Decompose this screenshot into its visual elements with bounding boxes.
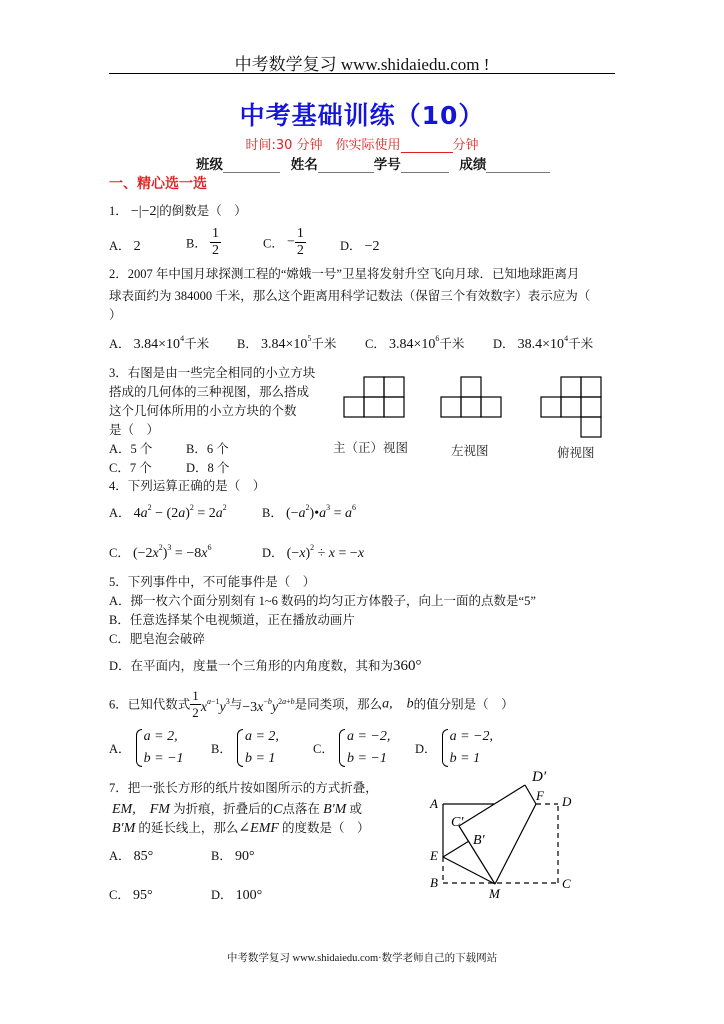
option-label: C． [109, 632, 130, 646]
option-label: B． [186, 236, 207, 251]
section-title: 一、精心选一选 [109, 176, 207, 192]
label-F: F [536, 788, 544, 803]
option-label: B． [211, 849, 232, 863]
option-value: −2 [364, 239, 380, 254]
option-mantissa: 3.84×10 [133, 337, 181, 352]
eq-a: a = −2, [449, 729, 494, 744]
math: B′M [323, 802, 347, 817]
option-label: C． [109, 888, 130, 902]
q1-text: 的倒数是（ ） [159, 204, 247, 218]
label-E: E [430, 848, 438, 863]
option-value: 5 个 [130, 442, 153, 456]
option-label: B． [262, 506, 283, 520]
q3-line-4: 是（ ） [109, 423, 160, 437]
option-value: 2 [133, 239, 141, 254]
unit: 千米 [184, 337, 210, 351]
option-expr: $4a^2 - (2a)^2 = 2a^2$ [133, 503, 227, 521]
math: ∠EMF [238, 821, 279, 836]
text: 的延长线上，那么 [138, 821, 239, 835]
q7-line-1: 7．把一张长方形的纸片按如图所示的方式折叠， [109, 781, 378, 795]
eq-a: a = 2, [143, 729, 178, 744]
q4-text: 4．下列运算正确的是（ ） [109, 479, 266, 493]
option-label: C． [109, 546, 130, 560]
option-label: A． [109, 239, 131, 253]
option-label: C． [313, 742, 334, 756]
text: 或 [349, 802, 362, 816]
text: 的度数是（ ） [282, 821, 370, 835]
q2-line-1: 2．2007 年中国月球探测工程的“嫦娥一号”卫星将发射升空飞向月球．已知地球距离月 [109, 267, 580, 281]
q2-line-3: ） [109, 308, 122, 322]
time-suffix: 分钟 [452, 138, 479, 153]
q6-suffix: 是同类项，那么 [294, 697, 383, 712]
option-value: 在平面内，度量一个三角形的内角度数，其和为 [130, 659, 394, 673]
option-label: C． [263, 236, 284, 251]
text: 点落在 [282, 802, 320, 816]
label-C-prime: C′ [451, 815, 464, 830]
option-label: B． [109, 613, 130, 627]
option-value: 7 个 [129, 461, 152, 475]
denominator: 2 [211, 243, 219, 258]
top-view-caption: 俯视图 [557, 445, 595, 460]
class-label: 班级 [196, 157, 223, 173]
option-label: D． [340, 239, 362, 253]
option-label: D． [186, 461, 208, 475]
time-prefix: 时间:30 分钟 你实际使用 [245, 138, 401, 153]
exponent: 4 [564, 334, 569, 343]
q6-prefix: 6．已知代数式 [109, 697, 191, 712]
option-label: A． [109, 742, 131, 756]
page-header: 中考数学复习 www.shidaiedu.com ! [234, 55, 490, 74]
unit: 千米 [311, 337, 337, 351]
numerator: 1 [296, 226, 304, 241]
unit: 千米 [439, 337, 465, 351]
option-label: D． [211, 888, 233, 902]
option-expr: $(-x)^2 \div x = -x$ [286, 543, 365, 561]
label-M: M [489, 886, 500, 901]
q3-line-1: 3．右图是由一些完全相同的小立方块 [109, 366, 316, 380]
q2-line-2: 球表面约为 384000 千米，那么这个距离用科学记数法（保留三个有效数字）表示应为（ [109, 289, 591, 303]
option-mantissa: 38.4×10 [517, 337, 565, 352]
q6-fraction: $\frac{1}{2}$ [192, 688, 199, 720]
option-label: C． [365, 337, 386, 351]
eq-b: b = 1 [449, 751, 481, 766]
option-value: 掷一枚六个面分别刻有 1~6 数码的均匀正方体骰子，向上一面的点数是“5” [130, 594, 536, 608]
option-label: A． [109, 506, 131, 520]
label-A: A [430, 796, 438, 811]
option-expr: $(-a^2)•a^3 = a^6$ [285, 503, 357, 521]
page-title: 中考基础训练（10） [239, 101, 485, 130]
math: EM, FM [112, 802, 170, 817]
eq-a: a = 2, [244, 729, 279, 744]
math: B′M [112, 821, 136, 836]
label-D: D [562, 794, 572, 809]
q6-term-1: $x^{a-1}y^3$ [200, 696, 230, 715]
option-value: 6 个 [206, 442, 229, 456]
score-label: 成绩 [459, 157, 487, 173]
option-expr: $(-2x^2)^3 = -8x^6$ [132, 543, 212, 561]
label-D-prime: D′ [532, 769, 547, 785]
q6-mid: 与 [229, 697, 243, 712]
math: C [273, 802, 283, 817]
q6-end: 的值分别是（ ） [413, 697, 514, 712]
q3-line-2: 搭成的几何体的三种视图，那么搭成 [109, 385, 310, 399]
page-footer: 中考数学复习 www.shidaiedu.com·数学老师自己的下载网站 [226, 953, 498, 964]
option-label: B． [237, 337, 258, 351]
left-view-caption: 左视图 [451, 443, 489, 458]
label-C: C [562, 876, 571, 891]
option-label: D． [109, 659, 131, 673]
option-value: 肥皂泡会破碎 [129, 632, 205, 646]
exponent: 5 [307, 334, 312, 343]
eq-b: b = −1 [346, 751, 387, 766]
q6-vars: a, b [382, 696, 414, 712]
option-label: D． [415, 742, 437, 756]
label-B-prime: B′ [473, 833, 485, 848]
minus-sign: − [286, 234, 295, 250]
option-value: 8 个 [207, 461, 230, 475]
name-label: 姓名 [290, 157, 318, 173]
option-mantissa: 3.84×10 [388, 337, 436, 352]
unit: 千米 [568, 337, 594, 351]
option-value: 90° [234, 849, 255, 864]
option-label: A． [109, 594, 131, 608]
q1-expr: −|−2| [130, 204, 160, 219]
id-label: 学号 [373, 157, 401, 173]
exponent: 4 [180, 334, 185, 343]
q5-text: 5．下列事件中，不可能事件是（ ） [109, 575, 316, 589]
numerator: 1 [211, 226, 219, 241]
option-mantissa: 3.84×10 [260, 337, 308, 352]
denominator: 2 [296, 243, 304, 258]
option-value: 95° [132, 888, 153, 903]
text: 为折痕，折叠后的 [173, 802, 274, 816]
option-label: C． [109, 461, 130, 475]
exponent: 6 [435, 334, 440, 343]
label-B: B [430, 875, 438, 890]
option-label: A． [109, 849, 131, 863]
option-label: A． [109, 442, 131, 456]
q3-line-3: 这个几何体所用的小立方块的个数 [109, 404, 297, 418]
option-label: D． [262, 546, 284, 560]
option-label: B． [186, 442, 207, 456]
q6-term-2: $-3x^{-b}y^{2a+b}$ [242, 696, 295, 715]
option-value: 任意选择某个电视频道，正在播放动画片 [129, 613, 355, 627]
option-label: D． [493, 337, 515, 351]
option-value: 100° [235, 888, 263, 903]
option-label: A． [109, 337, 131, 351]
option-math: 360° [393, 658, 422, 674]
front-view-caption: 主（正）视图 [333, 440, 409, 455]
option-value: 85° [133, 849, 154, 864]
q1-number: 1． [109, 204, 128, 218]
eq-a: a = −2, [346, 729, 391, 744]
option-label: B． [211, 742, 232, 756]
eq-b: b = 1 [244, 751, 276, 766]
eq-b: b = −1 [143, 751, 184, 766]
